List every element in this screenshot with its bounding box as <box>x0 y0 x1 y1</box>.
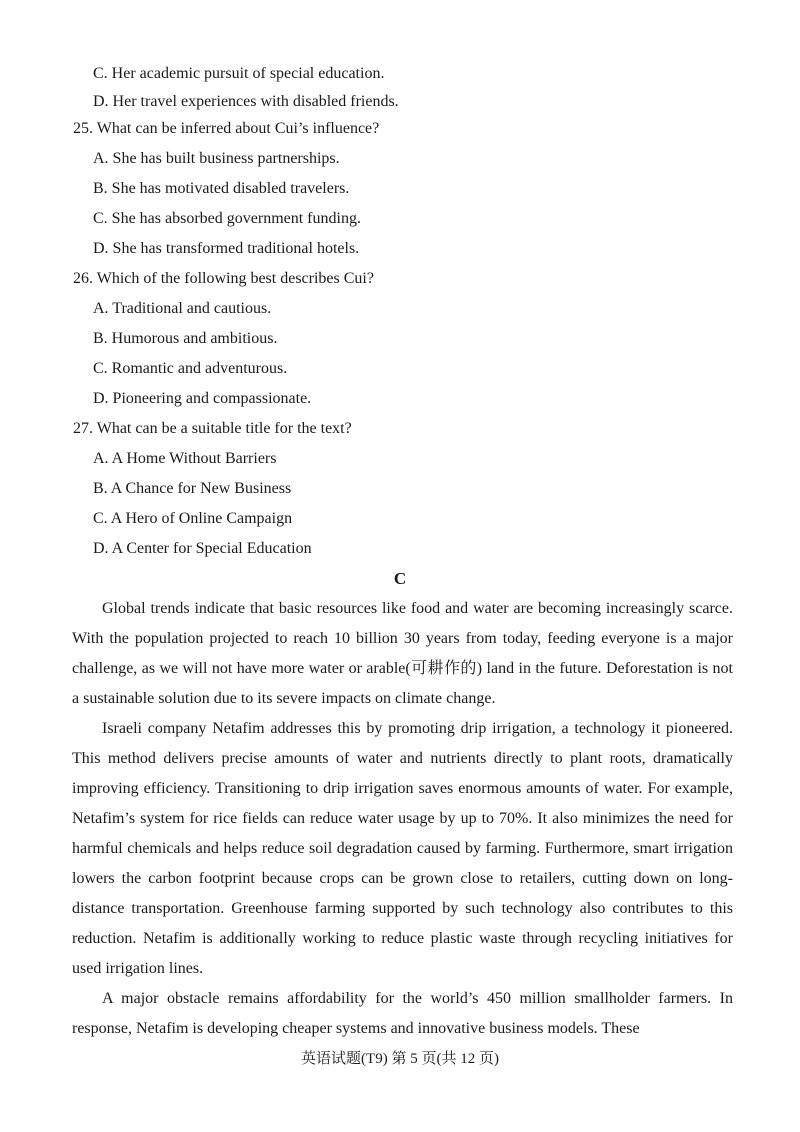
page-footer: 英语试题(T9) 第 5 页(共 12 页) <box>301 1051 499 1067</box>
q26-option-a: A. Traditional and cautious. <box>93 300 272 317</box>
passage-paragraph-2: Israeli company Netafim addresses this by promoting drip irrigation, a technology it pioneered. This method delivers precise amounts of water and nutrients directly to plant roots, dramatically improving efficiency. Transitioning to drip irrigation saves enormous amounts of water. For example, Netafim’s system for rice fields can reduce water usage by up to 70%. It also minimizes the need for harmful chemicals and helps reduce soil degradation caused by farming. Furthermore, smart irrigation lowers the carbon footprint because crops can be grown close to retailers, cutting down on long-distance transportation. Greenhouse farming supported by such technology also contributes to this reduction. Netafim is additionally working to reduce plastic waste through recycling initiatives for used irrigation lines. <box>72 720 733 977</box>
q25-option-a: A. She has built business partnerships. <box>93 150 340 167</box>
q26-stem: 26. Which of the following best describes Cui? <box>73 270 374 287</box>
q26-option-b: B. Humorous and ambitious. <box>93 330 278 347</box>
q27-option-b: B. A Chance for New Business <box>93 480 292 497</box>
q26-option-d: D. Pioneering and compassionate. <box>93 390 312 407</box>
q25-option-c: C. She has absorbed government funding. <box>93 210 361 227</box>
q27-option-a: A. A Home Without Barriers <box>93 450 277 467</box>
q24-option-c: C. Her academic pursuit of special education. <box>93 65 385 82</box>
q26-option-c: C. Romantic and adventurous. <box>93 360 288 377</box>
q25-option-d: D. She has transformed traditional hotels. <box>93 240 360 257</box>
passage-paragraph-3: A major obstacle remains affordability for the world’s 450 million smallholder farmers. In response, Netafim is developing cheaper systems and innovative business models. These <box>72 990 733 1037</box>
q27-option-d: D. A Center for Special Education <box>93 540 312 557</box>
q25-stem: 25. What can be inferred about Cui’s influence? <box>73 120 380 137</box>
q24-option-d: D. Her travel experiences with disabled friends. <box>93 93 399 110</box>
section-c-heading: C <box>393 569 407 588</box>
q25-option-b: B. She has motivated disabled travelers. <box>93 180 350 197</box>
passage-paragraph-1: Global trends indicate that basic resources like food and water are becoming increasingly scarce. With the population projected to reach 10 billion 30 years from today, feeding everyone is a major challenge, as we will not have more water or arable(可耕作的) land in the future. Deforestation is not a sustainable solution due to its severe impacts on climate change. <box>72 600 733 707</box>
q27-option-c: C. A Hero of Online Campaign <box>93 510 293 527</box>
q27-stem: 27. What can be a suitable title for the text? <box>73 420 352 437</box>
